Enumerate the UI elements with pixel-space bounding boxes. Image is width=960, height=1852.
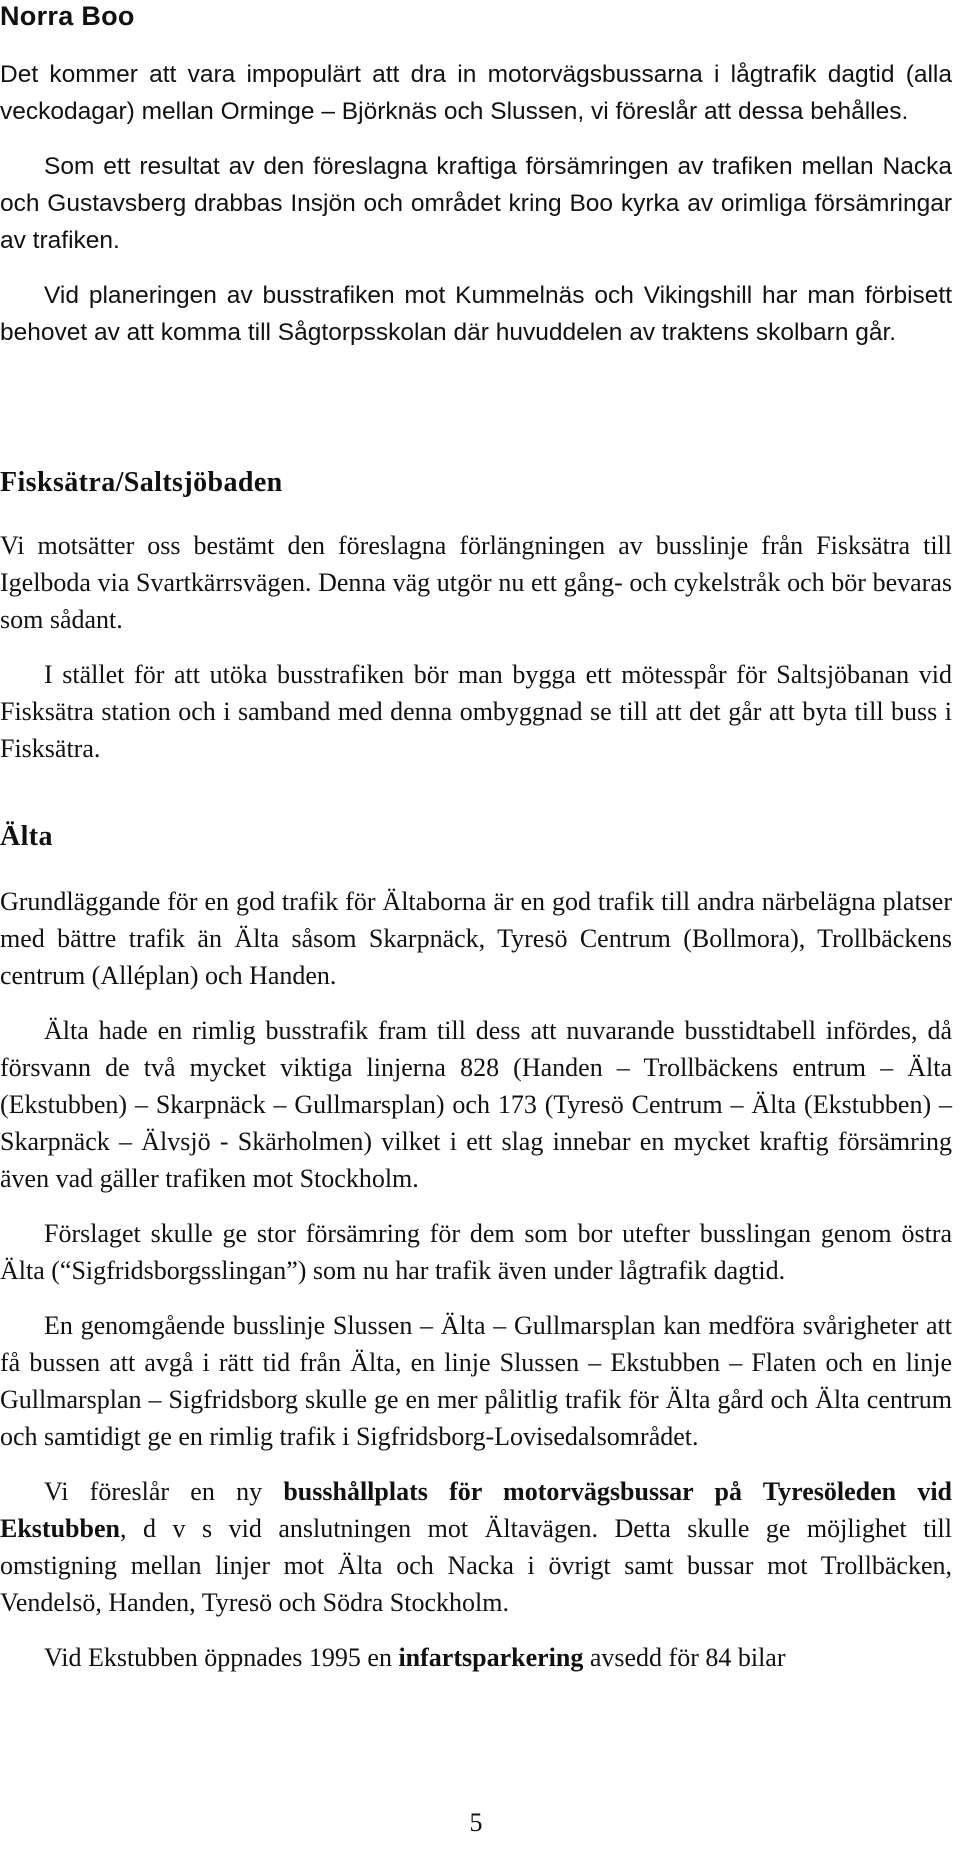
paragraph: Förslaget skulle ge stor försämring för dem som bor utefter busslingan genom östra Älta (“Sigfridsborgsslingan”) som nu har trafik även under lågtrafik dagtid. [0,1219,952,1285]
heading-alta: Älta [0,821,53,852]
paragraph: Grundläggande för en god trafik för Ältaborna är en god trafik till andra närbelägna platser med bättre trafik än Älta såsom Skarpnäck, Tyresö Centrum (Bollmora), Trollbäckens centrum (Alléplan) och Handen. [0,887,952,990]
section-fisksatra [0,466,952,767]
paragraph: En genomgående busslinje Slussen – Älta – Gullmarsplan kan medföra svårigheter att få bussen att avgå i rätt tid från Älta, en linje Slussen – Ekstubben – Flaten och en linje Gullmarsplan – Sigfridsborg skulle ge en mer pålitlig trafik för Älta gård och Älta centrum och samtidigt ge en rimlig trafik i Sigfridsborg-Lovisedalsområdet. [0,1311,952,1451]
page-number: 5 [469,1808,483,1837]
text-run: avsedd för 84 bilar [583,1643,786,1672]
section-alta [0,820,952,1676]
paragraph: Vid planeringen av busstrafiken mot Kummelnäs och Vikingshill har man förbisett behovet av att komma till Sågtorpsskolan där huvuddelen av traktens skolbarn går. [0,282,952,346]
paragraph [0,1639,952,1676]
paragraph: Det kommer att vara impopulärt att dra in motorvägsbussarna i lågtrafik dagtid (alla veckodagar) mellan Orminge – Björknäs och Slussen, vi föreslår att dessa behålles. [0,61,952,125]
text-run: Vid Ekstubben öppnades 1995 en [44,1643,399,1672]
text-run: Vi föreslår en ny [44,1477,284,1506]
heading-norra-boo: Norra Boo [0,1,135,31]
bold-text: busshållplats för motorvägsbussar på Tyresöleden vid Ekstubben [0,1477,952,1543]
paragraph [0,1473,952,1621]
section-norra-boo [0,0,952,351]
paragraph: Älta hade en rimlig busstrafik fram till dess att nuvarande busstidtabell infördes, då försvann de två mycket viktiga linjerna 828 (Handen – Trollbäckens entrum – Älta (Ekstubben) – Skarpnäck – Gullmarsplan) och 173 (Tyresö Centrum – Älta (Ekstubben) – Skarpnäck – Älvsjö - Skärholmen) vilket i ett slag innebar en mycket kraftig försämring även vad gäller trafiken mot Stockholm. [0,1016,952,1193]
paragraph: I stället för att utöka busstrafiken bör man bygga ett mötesspår för Saltsjöbanan vid Fisksätra station och i samband med denna ombyggnad se till att det går att byta till buss i Fisksätra. [0,660,952,763]
paragraph: Som ett resultat av den föreslagna kraftiga försämringen av trafiken mellan Nacka och Gustavsberg drabbas Insjön och området kring Boo kyrka av orimliga försämringar av trafiken. [0,153,952,254]
text-run: , d v s vid anslutningen mot Ältavägen. Detta skulle ge möjlighet till omstigning mellan linjer mot Älta och Nacka i övrigt samt bussar mot Trollbäcken, Vendelsö, Handen, Tyresö och Södra Stockholm. [0,1514,952,1617]
heading-fisksatra: Fisksätra/Saltsjöbaden [0,467,283,498]
paragraph: Vi motsätter oss bestämt den föreslagna förlängningen av busslinje från Fisksätra till Igelboda via Svartkärrsvägen. Denna väg utgör nu ett gång- och cykelstråk och bör bevaras som sådant. [0,531,952,634]
bold-text: infartsparkering [398,1643,584,1672]
